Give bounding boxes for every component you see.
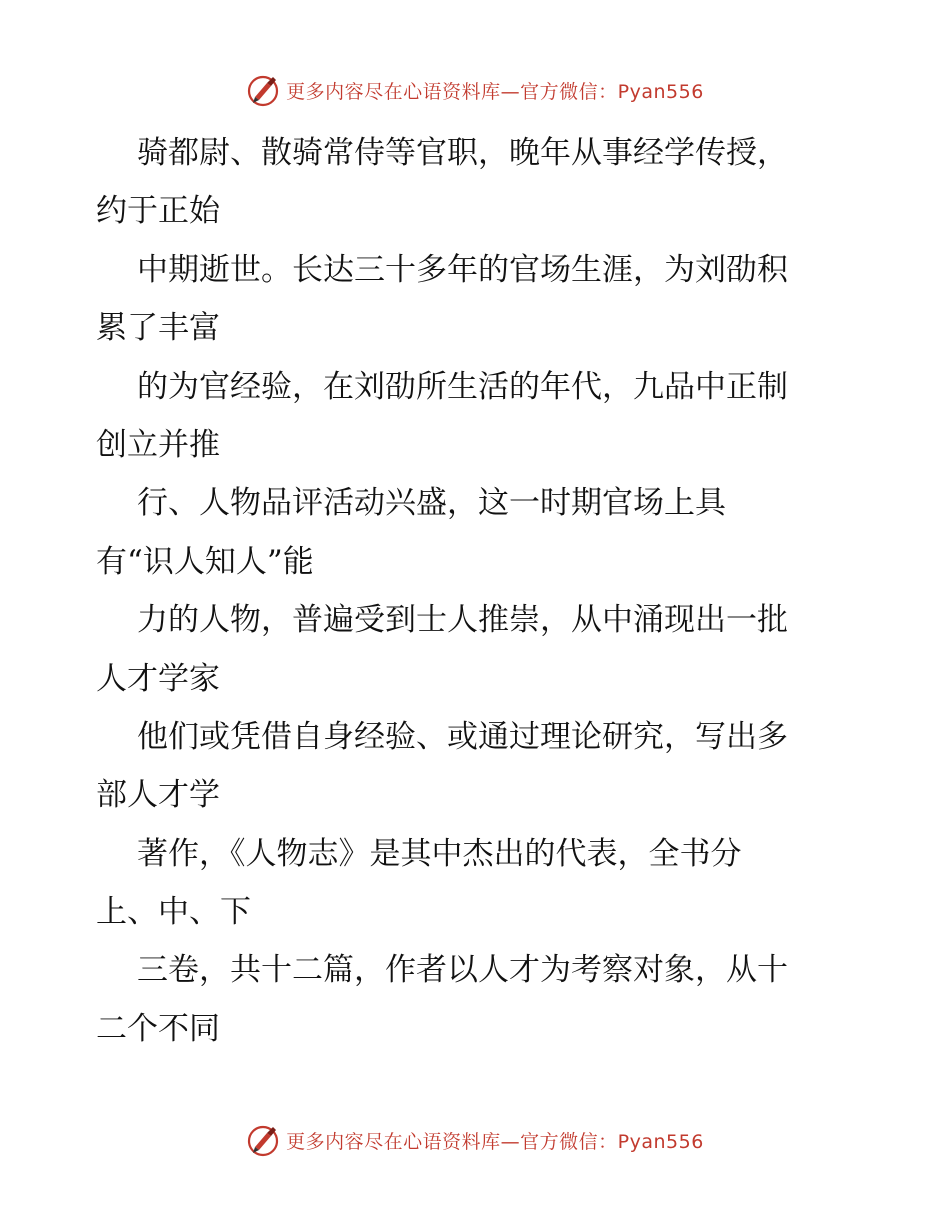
footer-banner	[0, 1120, 950, 1160]
text-line: 上、中、下	[96, 894, 251, 931]
text-line: 三卷，共十二篇，作者以人才为考察对象，从十	[137, 952, 788, 989]
document-body	[96, 124, 876, 1058]
text-line: 著作，《人物志》是其中杰出的代表，全书分	[137, 835, 742, 872]
text-line: 的为官经验，在刘劭所生活的年代，九品中正制	[137, 368, 788, 405]
header-banner-text: 更多内容尽在心语资料库—官方微信：Pyan556	[286, 80, 704, 103]
text-line: 创立并推	[96, 426, 220, 463]
header-banner	[0, 70, 950, 110]
text-line: 有“识人知人”能	[96, 543, 314, 580]
text-line: 累了丰富	[96, 310, 220, 347]
text-line: 行、人物品评活动兴盛，这一时期官场上具	[137, 485, 726, 522]
text-line: 中期逝世。长达三十多年的官场生涯，为刘劭积	[137, 251, 788, 288]
footer-banner-text: 更多内容尽在心语资料库—官方微信：Pyan556	[286, 1130, 704, 1153]
text-line: 二个不同	[96, 1010, 220, 1047]
text-line: 骑都尉、散骑常侍等官职，晚年从事经学传授，	[137, 135, 788, 171]
pen-logo-icon	[246, 1122, 282, 1158]
text-line: 力的人物，普遍受到士人推崇，从中涌现出一批	[137, 602, 788, 639]
pen-logo-icon	[246, 72, 282, 108]
text-line: 部人才学	[96, 777, 220, 814]
text-line: 约于正始	[96, 193, 220, 230]
text-line: 他们或凭借自身经验、或通过理论研究，写出多	[137, 718, 788, 755]
text-line: 人才学家	[96, 660, 220, 697]
